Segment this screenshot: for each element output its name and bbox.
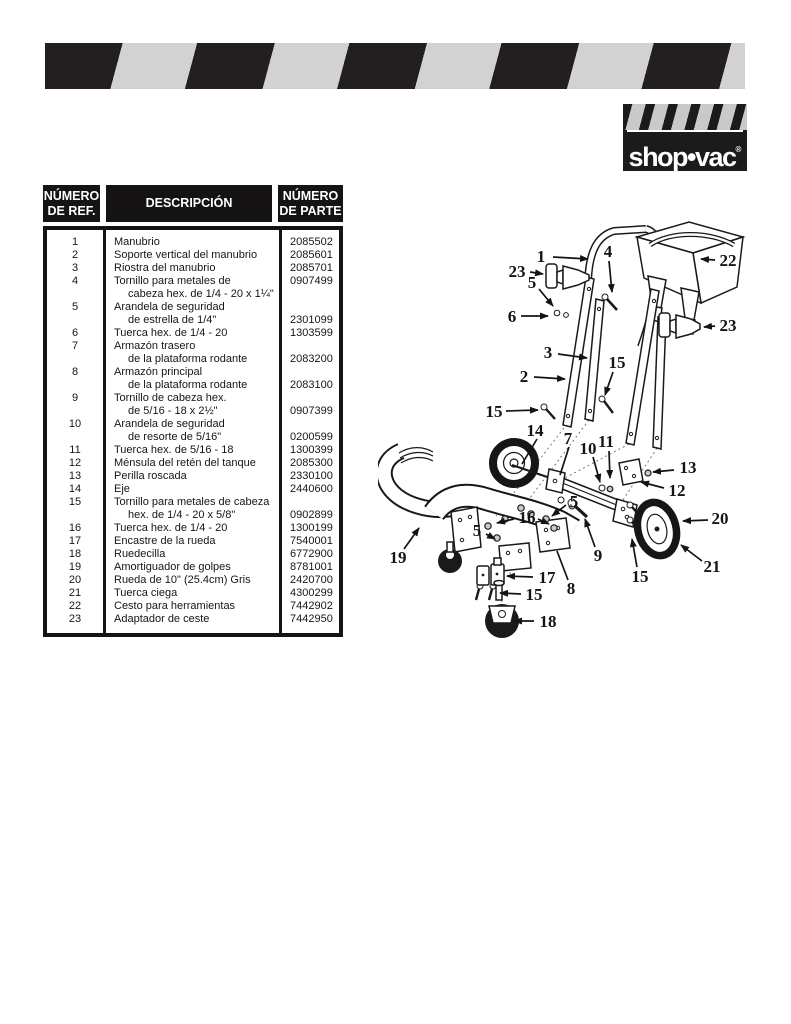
callout-leader-line <box>704 326 715 327</box>
callout-number-5: 5 <box>527 273 537 292</box>
left-wheel-part <box>493 442 556 484</box>
callout-leader-line <box>557 551 568 580</box>
callout-leader-line <box>500 593 521 594</box>
callout-number-5: 5 <box>472 521 482 540</box>
table-line: 2330100 <box>290 470 333 482</box>
table-line: cabeza hex. de 1/4 - 20 x 1¼" <box>128 288 274 300</box>
table-line: de la plataforma rodante <box>128 353 248 365</box>
callout-number-21: 21 <box>703 557 721 576</box>
callout-number-4: 4 <box>603 242 613 261</box>
callout-number-7: 7 <box>563 429 573 448</box>
table-line: 7540001 <box>290 535 333 547</box>
table-line <box>47 379 103 392</box>
column-ref-numbers <box>47 230 106 633</box>
table-line: Soporte vertical del manubrio <box>114 249 258 261</box>
large-wheel-part <box>632 498 682 560</box>
callout-leader-line <box>404 528 419 549</box>
table-line: Riostra del manubrio <box>114 262 216 274</box>
table-line: 5 <box>71 301 79 313</box>
table-line: Tornillo para metales de <box>114 275 231 287</box>
parts-table-body <box>43 226 343 637</box>
hazard-stripe-banner <box>45 43 745 89</box>
table-line: Tornillo para metales de cabeza <box>114 496 270 508</box>
callout-leader-line <box>560 447 569 475</box>
logo-brand-text <box>623 132 747 175</box>
table-line: 2420700 <box>290 574 333 586</box>
callout-number-12: 12 <box>668 481 686 500</box>
callout-leader-line <box>653 470 674 472</box>
table-line: 14 <box>68 483 82 495</box>
parts-table-header <box>43 185 343 222</box>
callout-leader-line <box>641 482 664 488</box>
table-line: 1300199 <box>290 522 333 534</box>
table-line <box>290 288 339 301</box>
table-line <box>47 509 103 522</box>
table-line: 8781001 <box>290 561 333 573</box>
table-line: 2085601 <box>290 249 333 261</box>
callout-number-15: 15 <box>485 402 503 421</box>
table-line: 10 <box>68 418 82 430</box>
table-line <box>290 340 339 353</box>
table-line <box>290 366 339 379</box>
table-line: Amortiguador de golpes <box>114 561 231 573</box>
callout-number-15: 15 <box>631 567 649 586</box>
table-line: 1303599 <box>290 327 333 339</box>
table-line: 6772900 <box>290 548 333 560</box>
callout-number-6: 6 <box>507 307 517 326</box>
table-line: 11 <box>69 444 81 456</box>
table-line: Arandela de seguridad <box>114 418 225 430</box>
table-line: de estrella de 1/4" <box>128 314 217 326</box>
table-line: 2083200 <box>290 353 333 365</box>
callout-number-3: 3 <box>543 343 553 362</box>
table-line <box>47 431 103 444</box>
table-line: 20 <box>68 574 82 586</box>
table-line: 16 <box>68 522 82 534</box>
callout-number-17: 17 <box>538 568 556 587</box>
callout-leader-line <box>534 377 565 379</box>
callout-leader-line <box>585 519 595 547</box>
table-line: 7442950 <box>290 613 333 625</box>
table-line: 0907499 <box>290 275 333 287</box>
table-line: 23 <box>68 613 82 625</box>
header-description: DESCRIPCIÓN <box>106 185 272 222</box>
callout-leader-line <box>539 289 553 306</box>
column-part-numbers <box>282 230 339 633</box>
table-line <box>47 314 103 327</box>
table-line: Tuerca hex. de 1/4 - 20 <box>114 327 228 339</box>
exploded-parts-diagram <box>378 212 784 654</box>
callout-leader-line <box>681 545 702 561</box>
callout-number-18: 18 <box>539 612 557 631</box>
callout-number-9: 9 <box>593 546 603 565</box>
callout-leader-line <box>632 539 637 567</box>
table-line: Tuerca hex. de 5/16 - 18 <box>114 444 234 456</box>
callout-number-16: 16 <box>518 508 536 527</box>
callout-number-10: 10 <box>579 439 597 458</box>
callout-leader-line <box>683 520 708 521</box>
shopvac-logo <box>623 104 747 171</box>
table-line: Arandela de seguridad <box>114 301 225 313</box>
table-line: 1300399 <box>290 444 333 456</box>
table-line: 2301099 <box>290 314 333 326</box>
table-line: 2083100 <box>290 379 333 391</box>
table-line <box>290 392 339 405</box>
table-line: Manubrio <box>114 236 160 248</box>
header-part-number: NÚMERO DE PARTE <box>278 185 343 222</box>
table-line: 1 <box>71 236 79 248</box>
table-line: 0902899 <box>290 509 333 521</box>
callout-number-15: 15 <box>525 585 543 604</box>
callout-number-14: 14 <box>526 421 544 440</box>
table-line: 2 <box>71 249 79 261</box>
table-line: 6 <box>71 327 79 339</box>
table-line: Tuerca ciega <box>114 587 178 599</box>
callout-number-23: 23 <box>719 316 737 335</box>
table-line: 8 <box>71 366 79 378</box>
parts-table <box>43 185 343 637</box>
table-line: 17 <box>68 535 82 547</box>
callout-number-15: 15 <box>608 353 626 372</box>
callout-leader-line <box>605 372 613 395</box>
table-line: 15 <box>68 496 82 508</box>
table-line: 0200599 <box>290 431 333 443</box>
table-line: hex. de 1/4 - 20 x 5/8" <box>128 509 236 521</box>
column-descriptions <box>106 230 282 633</box>
table-line: Perilla roscada <box>114 470 187 482</box>
callout-leader-line <box>506 410 538 411</box>
table-line: 7 <box>71 340 79 352</box>
table-line <box>47 405 103 418</box>
table-line: 4 <box>71 275 79 287</box>
callout-number-2: 2 <box>519 367 529 386</box>
table-line: de resorte de 5/16" <box>128 431 222 443</box>
tank-bracket-part <box>607 459 651 492</box>
table-line: 18 <box>68 548 82 560</box>
callout-leader-line <box>701 259 715 260</box>
header-ref-number: NÚMERO DE REF. <box>43 185 100 222</box>
callout-number-23: 23 <box>508 262 526 281</box>
callout-number-1: 1 <box>536 247 546 266</box>
table-line: 7442902 <box>290 600 333 612</box>
table-line: de 5/16 - 18 x 2½" <box>128 405 218 417</box>
table-line: 19 <box>68 561 82 573</box>
table-line: 22 <box>68 600 82 612</box>
callout-number-8: 8 <box>566 579 576 598</box>
table-line: Ménsula del retén del tanque <box>114 457 256 469</box>
callout-leader-line <box>609 451 610 478</box>
table-line: 12 <box>68 457 82 469</box>
logo-stripes <box>623 104 747 130</box>
basket-adapter-left <box>546 264 589 289</box>
table-line: Armazón principal <box>114 366 203 378</box>
table-line: 9 <box>71 392 79 404</box>
table-line <box>47 353 103 366</box>
table-line: de la plataforma rodante <box>128 379 248 391</box>
table-line: 2085701 <box>290 262 333 274</box>
callout-number-22: 22 <box>719 251 737 270</box>
callout-number-11: 11 <box>597 432 615 451</box>
callout-number-19: 19 <box>389 548 407 567</box>
table-line: Rueda de 10" (25.4cm) Gris <box>114 574 251 586</box>
table-line <box>290 301 339 314</box>
logo-wordmark: shop•vac <box>628 142 736 172</box>
table-line: Eje <box>114 483 130 495</box>
callout-leader-line <box>609 261 612 292</box>
callout-number-13: 13 <box>679 458 697 477</box>
table-line: 4300299 <box>290 587 333 599</box>
table-line <box>290 418 339 431</box>
table-line: 2085502 <box>290 236 333 248</box>
table-line: 21 <box>68 587 82 599</box>
table-line: 3 <box>71 262 79 274</box>
table-line: Armazón trasero <box>114 340 196 352</box>
callout-number-5: 5 <box>569 492 579 511</box>
table-line: Ruedecilla <box>114 548 166 560</box>
table-line <box>47 288 103 301</box>
table-line: 13 <box>68 470 82 482</box>
callout-leader-line <box>507 576 533 577</box>
table-line: 0907399 <box>290 405 333 417</box>
callout-number-20: 20 <box>711 509 729 528</box>
table-line: 2440600 <box>290 483 333 495</box>
table-line: Adaptador de ceste <box>114 613 210 625</box>
table-line: Cesto para herramientas <box>114 600 236 612</box>
table-line <box>290 496 339 509</box>
table-line: 2085300 <box>290 457 333 469</box>
table-line: Tornillo de cabeza hex. <box>114 392 227 404</box>
table-line: Tuerca hex. de 1/4 - 20 <box>114 522 228 534</box>
registered-mark: ® <box>735 145 742 154</box>
callout-leader-line <box>553 257 588 259</box>
table-line: Encastre de la rueda <box>114 535 216 547</box>
